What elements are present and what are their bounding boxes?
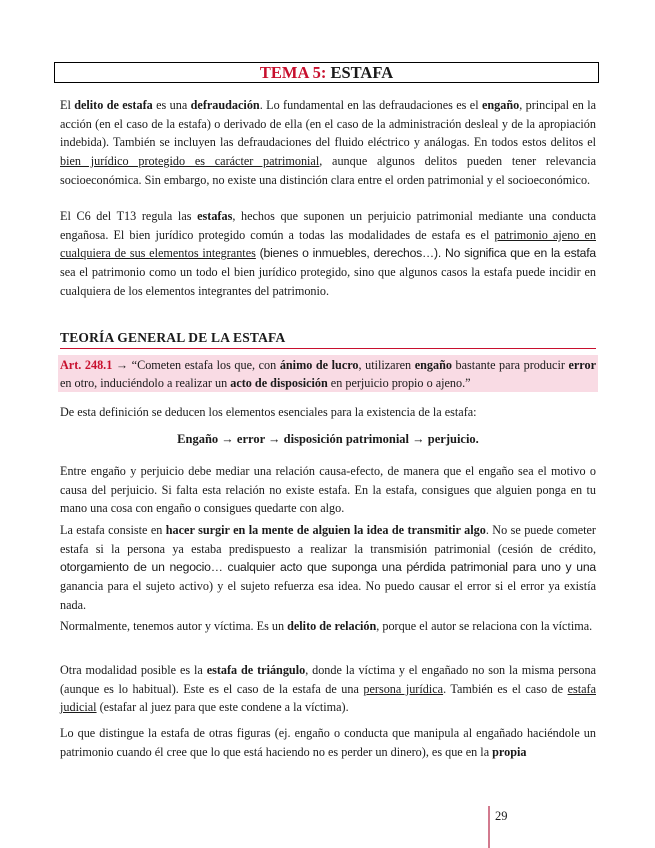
text-run: , utilizaren [358, 358, 415, 372]
text-run: . No se puede cometer estafa si la persona ya estaba predispuesto a realizar la transmisión patrimonial (cesión de crédito, [60, 523, 596, 556]
condensed-text-run: otorgamiento de un negocio… cualquier acto que suponga una pérdida patrimonial para uno y una [60, 560, 596, 575]
arrow-icon: → [112, 358, 132, 372]
c6-paragraph [60, 207, 596, 301]
causal-paragraph: Entre engaño y perjuicio debe mediar una relación causa-efecto, de manera que el engaño sea el motivo o causa del perjuicio. Si falta esta relación no existe estafa. En la estafa, consigues que alguien ponga en tu mano una cosa con engaño o consigues quedarte con algo. [60, 464, 596, 516]
condensed-text-run: (bienes o inmuebles, derechos…). No significa que en la estafa [259, 246, 597, 261]
distinguish-paragraph [60, 724, 596, 761]
bold-term: delito de estafa [74, 98, 153, 112]
bold-term: delito de relación [287, 619, 377, 633]
bold-term: engaño [481, 98, 520, 112]
bold-term: error [568, 358, 596, 372]
bold-term: estafas [197, 209, 233, 223]
text-run: en perjuicio propio o ajeno.” [327, 376, 471, 390]
article-reference: Art. 248.1 [60, 358, 113, 372]
text-run: Otra modalidad posible es la [60, 663, 207, 677]
text-run: , donde la víctima y el engañado no son la misma persona (aunque es lo habitual). Este es el caso de la estafa de una [60, 663, 596, 696]
intro-paragraph [60, 96, 596, 190]
bold-term: engaño [414, 358, 452, 372]
chapter-title [54, 62, 599, 83]
text-run: , hechos que suponen un perjuicio patrimonial mediante una conducta engañosa. El bien jurídico protegido común a todas las modalidades de estafa es el [60, 209, 596, 242]
text-run: , aunque algunos delitos pueden tener relevancia socioeconómica. Sin embargo, no existe una distinción clara entre el orden patrimonial y el socioeconómico. [60, 154, 596, 187]
text-run: bastante para producir [451, 358, 569, 372]
underlined-term: persona jurídica [363, 681, 444, 696]
page-number-rule [488, 806, 490, 848]
bold-term: estafa de triángulo [206, 663, 306, 677]
text-run: ganancia para el sujeto activo) y el sujeto refuerza esa idea. No puedo causar el error si el error ya existía nada. [60, 579, 596, 612]
bold-term: propia [492, 744, 527, 759]
text-run: . También es el caso de [443, 681, 568, 696]
section-heading: TEORÍA GENERAL DE LA ESTAFA [60, 330, 596, 349]
text-run: “Cometen estafa los que, con [131, 358, 280, 372]
chapter-title-prefix: TEMA 5: [259, 63, 327, 82]
text-run: Lo que distingue la estafa de otras figuras (ej. engaño o conducta que manipula al engañado haciéndole un patrimonio cuando él cree que lo que está haciendo no es perder un dinero), es que en la [60, 726, 596, 759]
consists-paragraph [60, 521, 596, 615]
text-run: El C6 del T13 regula las [60, 209, 198, 223]
bold-term: acto de disposición [230, 376, 328, 390]
text-run: . Lo fundamental en las defraudaciones es el [259, 98, 482, 112]
text-run: sea el patrimonio como un todo el bien jurídico protegido, sino que algunos casos la estafa puede incidir en cualquiera de los elementos integrantes del patrimonio. [60, 265, 596, 298]
underlined-term: bien jurídico protegido es carácter patrimonial [60, 154, 320, 169]
triangle-paragraph [60, 661, 596, 717]
bold-term: hacer surgir en la mente de alguien la idea de transmitir algo [165, 523, 486, 537]
relation-paragraph [60, 617, 596, 636]
underlined-term: patrimonio ajeno en cualquiera de sus elementos integrantes [60, 227, 596, 261]
page-number: 29 [495, 809, 508, 823]
text-run: La estafa consiste en [60, 523, 166, 537]
bold-term: ánimo de lucro [279, 358, 359, 372]
chapter-title-name: ESTAFA [330, 63, 394, 82]
elements-chain: Engaño → error → disposición patrimonial → perjuicio. [177, 432, 479, 446]
text-run: Normalmente, tenemos autor y víctima. Es un [60, 619, 288, 633]
text-run: es una [152, 98, 191, 112]
article-quote [60, 356, 596, 392]
bold-term: defraudación [190, 98, 260, 112]
underlined-term: estafa judicial [60, 681, 596, 715]
text-run: (estafar al juez para que este condene a la víctima). [96, 700, 349, 715]
text-run: , porque el autor se relaciona con la víctima. [376, 619, 593, 633]
text-run: en otro, induciéndolo a realizar un [60, 376, 231, 390]
text-run: , principal en la acción (en el caso de la estafa) o derivado de ella (en el caso de la administración desleal y de la apropiación indebida). También se incluyen las defraudaciones del fluido eléctrico y análogas. En todos estos delitos el [60, 98, 597, 150]
text-run: El [60, 98, 75, 112]
definition-intro: De esta definición se deducen los elementos esenciales para la existencia de la estafa: [60, 405, 477, 419]
